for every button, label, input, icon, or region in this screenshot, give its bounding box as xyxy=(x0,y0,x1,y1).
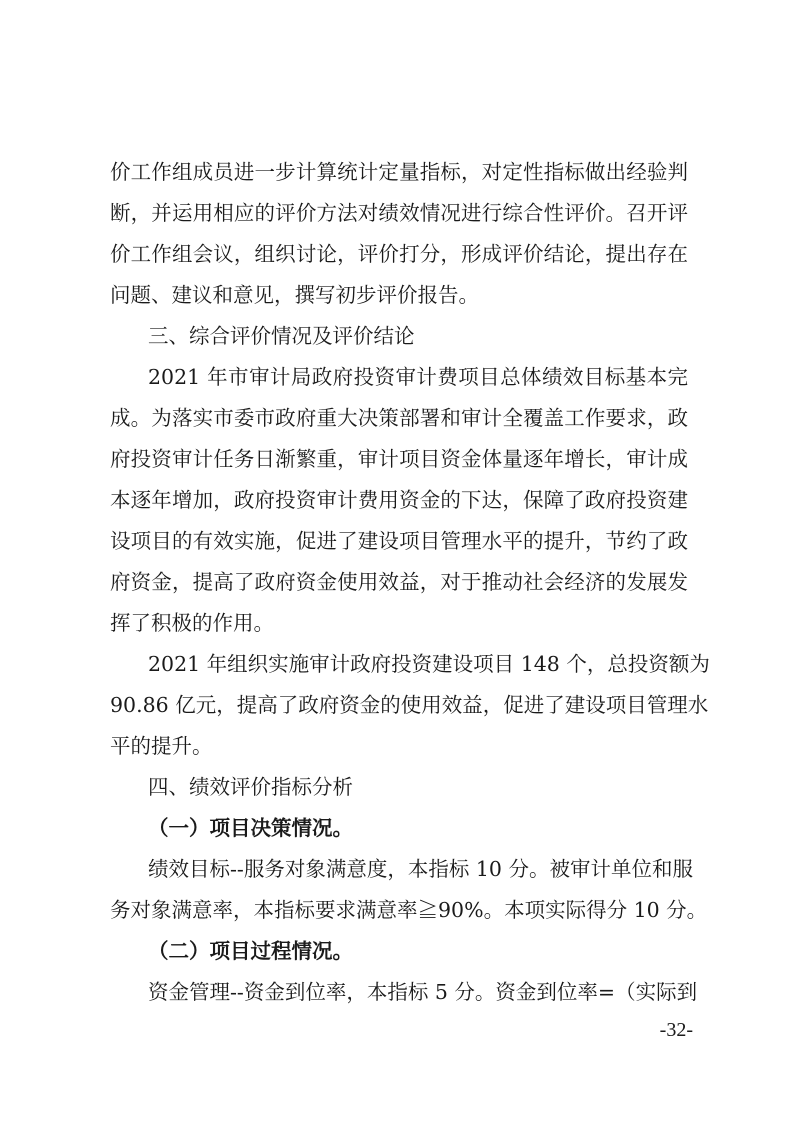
subsection-heading: （一）项目决策情况。 xyxy=(148,816,353,840)
body-line: 府资金，提高了政府资金使用效益，对于推动社会经济的发展发 xyxy=(110,570,688,594)
page-number: -32- xyxy=(659,1019,693,1041)
body-line: 挥了积极的作用。 xyxy=(110,611,274,635)
body-line: 成。为落实市委市政府重大决策部署和审计全覆盖工作要求，政 xyxy=(110,406,688,430)
body-line: 2021 年组织实施审计政府投资建设项目 148 个，总投资额为 xyxy=(148,652,710,676)
body-line: 平的提升。 xyxy=(110,734,213,758)
body-line: 90.86 亿元，提高了政府资金的使用效益，促进了建设项目管理水 xyxy=(110,693,709,717)
body-line: 资金管理--资金到位率，本指标 5 分。资金到位率=（实际到 xyxy=(148,980,698,1004)
body-line: 2021 年市审计局政府投资审计费项目总体绩效目标基本完 xyxy=(148,365,688,389)
body-line: 价工作组成员进一步计算统计定量指标，对定性指标做出经验判 xyxy=(110,160,688,184)
body-line: 绩效目标--服务对象满意度，本指标 10 分。被审计单位和服 xyxy=(148,857,693,881)
body-line: 务对象满意率，本指标要求满意率≧90%。本项实际得分 10 分。 xyxy=(110,898,708,922)
section-heading: 三、综合评价情况及评价结论 xyxy=(148,324,415,348)
body-line: 本逐年增加，政府投资审计费用资金的下达，保障了政府投资建 xyxy=(110,488,688,512)
body-line: 断，并运用相应的评价方法对绩效情况进行综合性评价。召开评 xyxy=(110,201,688,225)
subsection-heading: （二）项目过程情况。 xyxy=(148,939,353,963)
body-line: 府投资审计任务日渐繁重，审计项目资金体量逐年增长，审计成 xyxy=(110,447,688,471)
body-line: 问题、建议和意见，撰写初步评价报告。 xyxy=(110,283,479,307)
body-line: 价工作组会议，组织讨论，评价打分，形成评价结论，提出存在 xyxy=(110,242,688,266)
section-heading: 四、绩效评价指标分析 xyxy=(148,775,353,799)
body-line: 设项目的有效实施，促进了建设项目管理水平的提升，节约了政 xyxy=(110,529,688,553)
